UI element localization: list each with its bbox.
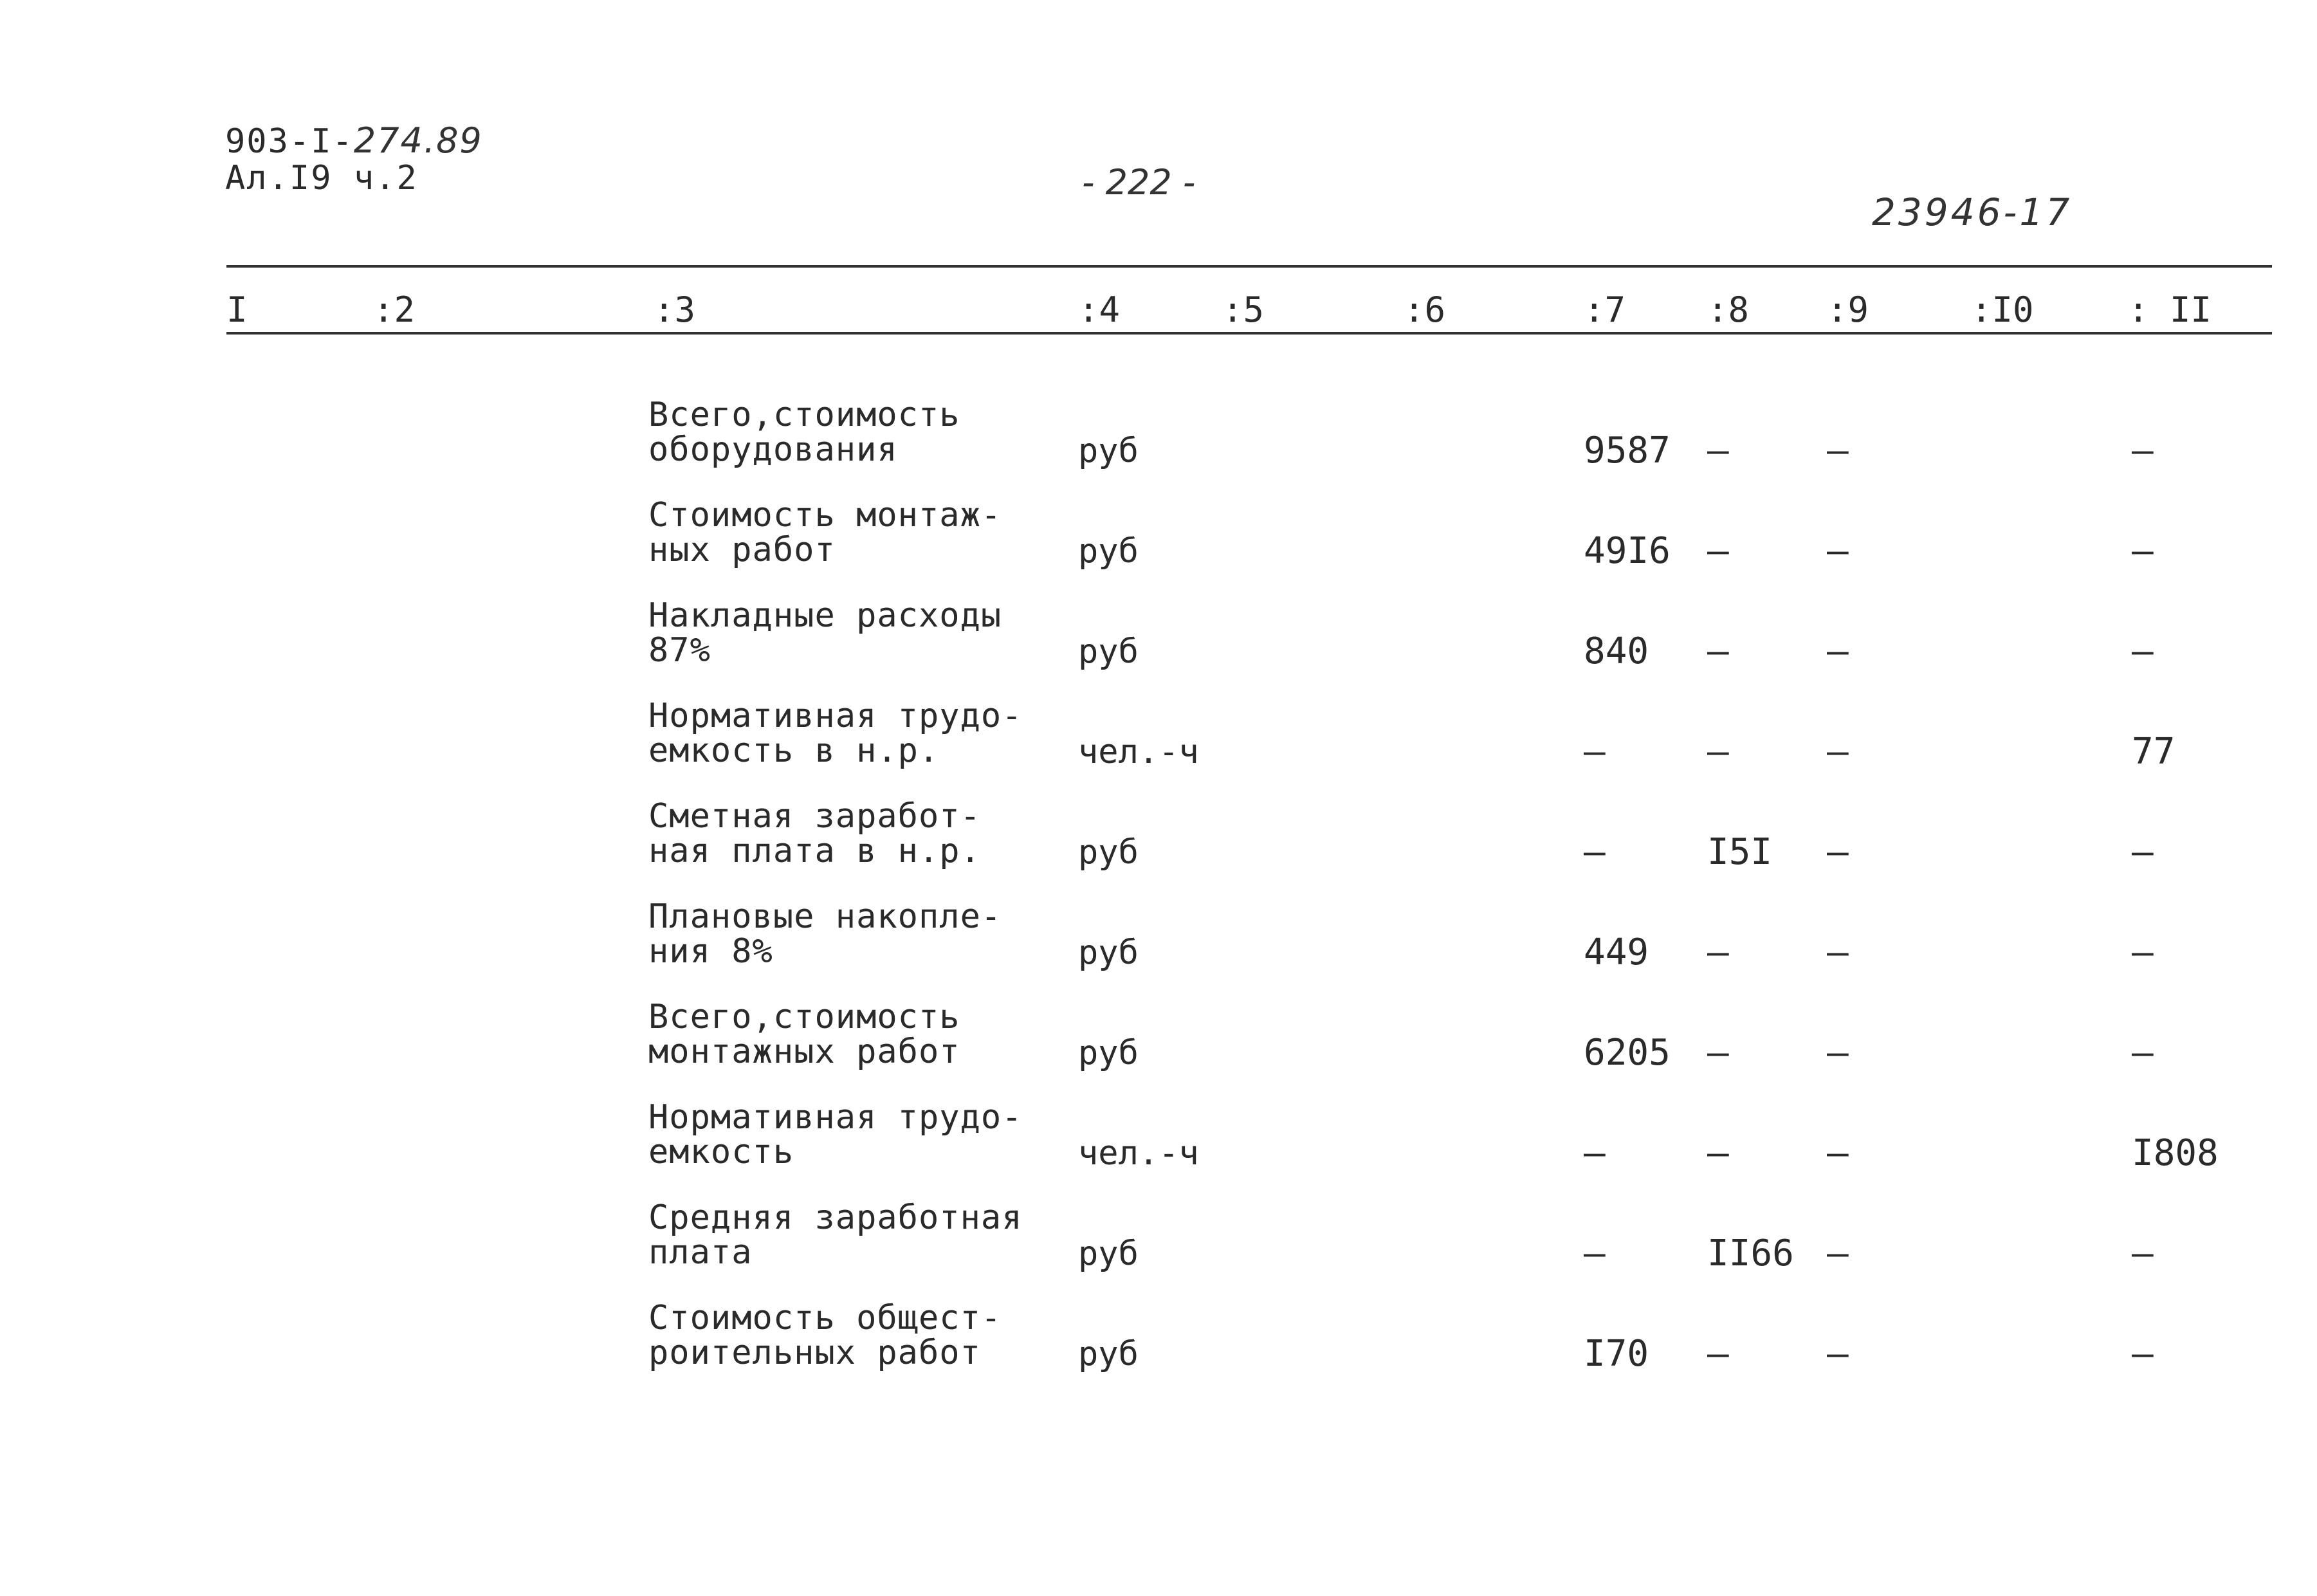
row-value-col9: – bbox=[1827, 831, 1849, 873]
row-value-col7: 449 bbox=[1584, 931, 1649, 973]
row-value-col7: 49I6 bbox=[1584, 530, 1671, 572]
row-description-line1: Нормативная трудо- bbox=[648, 1098, 1023, 1137]
row-description-line1: Сметная заработ- bbox=[648, 797, 981, 836]
row-description-line1: Стоимость монтаж- bbox=[648, 496, 1002, 535]
row-description-line2: оборудования bbox=[648, 430, 898, 469]
row-value-col11: – bbox=[2132, 1032, 2154, 1074]
album-label: Ал.I9 ч.2 bbox=[225, 159, 418, 197]
row-value-col9: – bbox=[1827, 1032, 1849, 1074]
row-description-line2: 87% bbox=[648, 631, 711, 670]
column-header-7: :7 bbox=[1584, 289, 1626, 330]
row-value-col8: – bbox=[1707, 1032, 1729, 1074]
row-value-col7: – bbox=[1584, 1233, 1606, 1274]
row-description-line2: плата bbox=[648, 1233, 753, 1272]
row-value-col11: I808 bbox=[2132, 1132, 2219, 1174]
row-value-col11: – bbox=[2132, 530, 2154, 572]
table-row bbox=[0, 899, 2317, 1000]
row-unit: руб bbox=[1078, 1335, 1139, 1373]
table-row bbox=[0, 699, 2317, 799]
row-value-col8: I5I bbox=[1707, 831, 1773, 873]
row-description-line1: Всего,стоимость bbox=[648, 998, 960, 1036]
row-value-col8: – bbox=[1707, 1132, 1729, 1174]
row-value-col7: – bbox=[1584, 1132, 1606, 1174]
row-value-col11: – bbox=[2132, 430, 2154, 472]
row-unit: руб bbox=[1078, 632, 1139, 671]
row-description bbox=[648, 498, 1002, 567]
column-header-5: :5 bbox=[1222, 289, 1265, 330]
table-row bbox=[0, 1000, 2317, 1100]
row-value-col11: 77 bbox=[2132, 731, 2175, 773]
row-description-line1: Всего,стоимость bbox=[648, 396, 960, 434]
column-header-11: : II bbox=[2128, 289, 2212, 330]
row-value-col7: 6205 bbox=[1584, 1032, 1671, 1074]
table-row bbox=[0, 799, 2317, 899]
row-description bbox=[648, 699, 1023, 768]
stamp-number: 23946-17 bbox=[1872, 190, 2073, 234]
row-value-col9: – bbox=[1827, 931, 1849, 973]
row-description-line1: Стоимость общест- bbox=[648, 1299, 1002, 1337]
row-description-line2: ния 8% bbox=[648, 932, 773, 971]
row-value-col11: – bbox=[2132, 931, 2154, 973]
row-value-col7: 840 bbox=[1584, 630, 1649, 672]
table-row bbox=[0, 1200, 2317, 1301]
column-header-2: :2 bbox=[373, 289, 416, 330]
header-top-rule bbox=[226, 265, 2272, 268]
row-value-col8: – bbox=[1707, 931, 1729, 973]
row-description bbox=[648, 598, 1002, 668]
row-value-col11: – bbox=[2132, 1233, 2154, 1274]
table-row bbox=[0, 398, 2317, 498]
table-row bbox=[0, 1301, 2317, 1401]
row-description bbox=[648, 799, 981, 868]
row-value-col8: – bbox=[1707, 430, 1729, 472]
column-header-4: :4 bbox=[1078, 289, 1121, 330]
row-unit: руб bbox=[1078, 1234, 1139, 1273]
row-description-line2: ная плата в н.р. bbox=[648, 832, 981, 870]
row-description-line2: емкость bbox=[648, 1133, 794, 1171]
row-description bbox=[648, 1200, 1023, 1270]
row-unit: чел.-ч bbox=[1078, 733, 1199, 771]
row-description bbox=[648, 1100, 1023, 1169]
row-unit: руб bbox=[1078, 933, 1139, 972]
row-unit: руб bbox=[1078, 432, 1139, 470]
row-description-line2: роительных работ bbox=[648, 1334, 981, 1372]
row-value-col7: 9587 bbox=[1584, 430, 1671, 472]
row-value-col8: II66 bbox=[1707, 1233, 1794, 1274]
row-value-col9: – bbox=[1827, 731, 1849, 773]
row-value-col7: I70 bbox=[1584, 1333, 1649, 1375]
row-value-col8: – bbox=[1707, 630, 1729, 672]
row-description-line1: Средняя заработная bbox=[648, 1198, 1023, 1237]
column-header-6: :6 bbox=[1404, 289, 1446, 330]
row-value-col9: – bbox=[1827, 630, 1849, 672]
column-header-9: :9 bbox=[1827, 289, 1869, 330]
row-description-line1: Накладные расходы bbox=[648, 596, 1002, 635]
row-value-col7: – bbox=[1584, 831, 1606, 873]
row-value-col9: – bbox=[1827, 430, 1849, 472]
row-description-line2: монтажных работ bbox=[648, 1032, 960, 1071]
row-value-col11: – bbox=[2132, 831, 2154, 873]
row-unit: руб bbox=[1078, 532, 1139, 571]
row-value-col8: – bbox=[1707, 731, 1729, 773]
row-value-col9: – bbox=[1827, 1333, 1849, 1375]
row-description bbox=[648, 1000, 960, 1069]
row-value-col9: – bbox=[1827, 530, 1849, 572]
row-value-col9: – bbox=[1827, 1132, 1849, 1174]
row-value-col9: – bbox=[1827, 1233, 1849, 1274]
table-row bbox=[0, 1100, 2317, 1200]
document-code-handwritten: 274.89 bbox=[353, 120, 483, 161]
row-description-line2: емкость в н.р. bbox=[648, 731, 940, 770]
document-code-printed: 903-I- bbox=[225, 122, 354, 161]
header-bottom-rule bbox=[226, 332, 2272, 335]
page-number: - 222 - bbox=[1082, 162, 1196, 203]
column-header-8: :8 bbox=[1707, 289, 1750, 330]
row-description bbox=[648, 398, 960, 467]
table-row bbox=[0, 498, 2317, 598]
row-unit: чел.-ч bbox=[1078, 1134, 1199, 1173]
row-value-col11: – bbox=[2132, 1333, 2154, 1375]
row-description bbox=[648, 899, 1002, 969]
column-header-3: :3 bbox=[654, 289, 696, 330]
row-value-col11: – bbox=[2132, 630, 2154, 672]
document-code bbox=[225, 120, 483, 161]
column-header-10: :I0 bbox=[1971, 289, 2034, 330]
row-description-line1: Нормативная трудо- bbox=[648, 697, 1023, 735]
row-description-line1: Плановые накопле- bbox=[648, 897, 1002, 936]
row-unit: руб bbox=[1078, 1034, 1139, 1072]
row-value-col8: – bbox=[1707, 1333, 1729, 1375]
row-description bbox=[648, 1301, 1002, 1370]
row-value-col8: – bbox=[1707, 530, 1729, 572]
row-description-line2: ных работ bbox=[648, 531, 836, 569]
row-value-col7: – bbox=[1584, 731, 1606, 773]
table-row bbox=[0, 598, 2317, 699]
column-header-1: I bbox=[226, 289, 248, 330]
row-unit: руб bbox=[1078, 833, 1139, 872]
